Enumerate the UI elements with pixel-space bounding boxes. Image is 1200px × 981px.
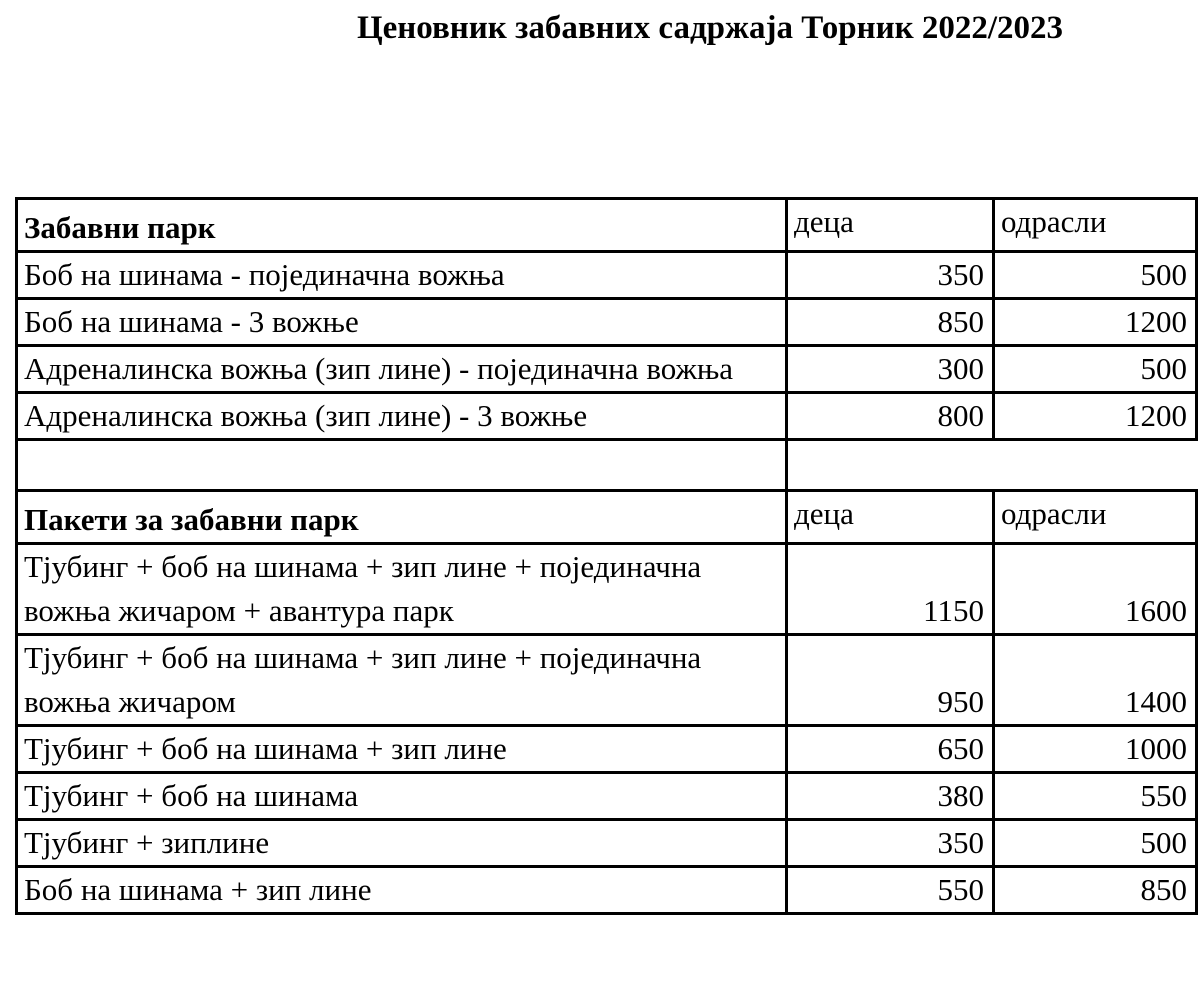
item-name: Боб на шинама - појединачна вожња bbox=[17, 252, 787, 299]
price-adults: 500 bbox=[994, 346, 1197, 393]
price-adults: 550 bbox=[994, 773, 1197, 820]
table-row bbox=[17, 346, 1197, 393]
item-name: Боб на шинама + зип лине bbox=[17, 867, 787, 914]
table-row bbox=[17, 299, 1197, 346]
price-children: 550 bbox=[787, 867, 994, 914]
section-header-row bbox=[17, 199, 1197, 252]
table-row bbox=[17, 252, 1197, 299]
table-row bbox=[17, 867, 1197, 914]
table-row bbox=[17, 726, 1197, 773]
column-header-adults: одрасли bbox=[994, 199, 1197, 252]
price-children: 1150 bbox=[787, 544, 994, 635]
item-name: Боб на шинама - 3 вожње bbox=[17, 299, 787, 346]
table-row bbox=[17, 635, 1197, 726]
item-name: Тјубинг + боб на шинама + зип лине + појединачна вожња жичаром bbox=[17, 635, 787, 726]
section-heading: Забавни парк bbox=[17, 199, 787, 252]
price-children: 350 bbox=[787, 252, 994, 299]
item-name: Адреналинска вожња (зип лине) - појединачна вожња bbox=[17, 346, 787, 393]
spacer-row bbox=[17, 440, 1197, 491]
price-children: 380 bbox=[787, 773, 994, 820]
price-children: 650 bbox=[787, 726, 994, 773]
item-name: Тјубинг + зиплине bbox=[17, 820, 787, 867]
table-row bbox=[17, 393, 1197, 440]
spacer-cell bbox=[17, 440, 787, 491]
section-heading: Пакети за забавни парк bbox=[17, 491, 787, 544]
price-children: 300 bbox=[787, 346, 994, 393]
price-children: 850 bbox=[787, 299, 994, 346]
item-name: Тјубинг + боб на шинама + зип лине + појединачна вожња жичаром + авантура парк bbox=[17, 544, 787, 635]
price-children: 350 bbox=[787, 820, 994, 867]
price-adults: 1000 bbox=[994, 726, 1197, 773]
price-children: 800 bbox=[787, 393, 994, 440]
item-name: Тјубинг + боб на шинама bbox=[17, 773, 787, 820]
price-children: 950 bbox=[787, 635, 994, 726]
column-header-children: деца bbox=[787, 491, 994, 544]
price-table bbox=[15, 197, 1198, 915]
price-adults: 1200 bbox=[994, 299, 1197, 346]
section-header-row bbox=[17, 491, 1197, 544]
price-adults: 500 bbox=[994, 820, 1197, 867]
item-name: Тјубинг + боб на шинама + зип лине bbox=[17, 726, 787, 773]
table-row bbox=[17, 773, 1197, 820]
price-adults: 850 bbox=[994, 867, 1197, 914]
price-adults: 1400 bbox=[994, 635, 1197, 726]
table-row bbox=[17, 820, 1197, 867]
column-header-adults: одрасли bbox=[994, 491, 1197, 544]
item-name: Адреналинска вожња (зип лине) - 3 вожње bbox=[17, 393, 787, 440]
price-adults: 1200 bbox=[994, 393, 1197, 440]
column-header-children: деца bbox=[787, 199, 994, 252]
price-adults: 500 bbox=[994, 252, 1197, 299]
price-adults: 1600 bbox=[994, 544, 1197, 635]
page-title: Ценовник забавних садржаја Торник 2022/2023 bbox=[356, 10, 1064, 46]
spacer-cell bbox=[787, 440, 1197, 491]
table-row bbox=[17, 544, 1197, 635]
